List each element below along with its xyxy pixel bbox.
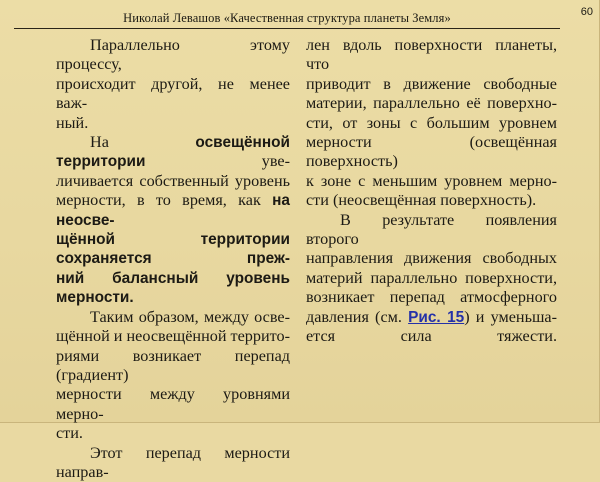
text-line: происходит другой, не менее важ- <box>56 74 290 113</box>
text-line: щённой и неосвещённой террито- <box>56 327 290 346</box>
emphasis-unlit-territory: на неосве- <box>56 192 290 229</box>
text-line <box>56 133 290 172</box>
text-line: возникает перепад атмосферного <box>306 288 557 307</box>
text-line: мерности между уровнями мерно- <box>56 385 290 423</box>
header-title: Николай Левашов «Качественная структура планеты Земля» <box>123 11 451 25</box>
text-fragment: мерности, в то время, как <box>56 191 273 210</box>
text-fragment: ) и уменьша- <box>464 307 557 326</box>
text-line: личивается собственный уровень <box>56 171 290 190</box>
paragraph-2 <box>56 133 290 308</box>
text-line: материй параллельно поверхности, <box>306 268 557 287</box>
text-line: ный. <box>56 113 89 132</box>
text-line: приводит в движение свободные <box>306 74 557 93</box>
page-number: 60 <box>580 6 593 18</box>
text-line: Параллельно этому процессу, <box>56 36 290 74</box>
text-line: материи, параллельно её поверхно- <box>306 94 557 113</box>
text-line: мерности (освещённая поверхность) <box>306 133 557 171</box>
text-line: риями возникает перепад (градиент) <box>56 346 290 384</box>
text-line: сти. <box>56 424 83 443</box>
text-line: Таким образом, между осве- <box>90 307 290 326</box>
text-fragment: давления (см. <box>306 307 409 326</box>
right-column <box>306 36 557 347</box>
figure-15-link[interactable]: Рис. 15 <box>408 308 465 326</box>
text-line: сти, от зоны с большим уровнем <box>306 113 557 132</box>
paragraph-3 <box>56 308 290 444</box>
text-fragment: уве- <box>145 152 290 171</box>
paragraph-1 <box>56 36 290 133</box>
emphasis-line: щённой территории сохраняется преж- <box>56 231 290 268</box>
text-line: направления движения свободных <box>306 249 557 268</box>
emphasis-lit-territory: освещённой территории <box>56 134 290 171</box>
text-line: сти (неосвещённая поверхность). <box>306 191 537 210</box>
emphasis-line: ний балансный уровень мерности. <box>56 269 290 307</box>
paragraph-4 <box>56 444 290 482</box>
paragraph-5 <box>306 211 557 347</box>
text-line: ется сила тяжести. <box>306 327 557 346</box>
paragraph-4-continued <box>306 36 557 211</box>
text-line: лен вдоль поверхности планеты, что <box>306 36 557 74</box>
text-line <box>56 191 290 230</box>
text-line <box>306 308 557 327</box>
left-column <box>56 36 290 482</box>
text-fragment: На <box>90 133 196 152</box>
text-line: к зоне с меньшим уровнем мерно- <box>306 171 557 190</box>
text-line: Этот перепад мерности направ- <box>56 443 290 481</box>
text-line: В результате появления второго <box>306 210 557 249</box>
running-header <box>14 6 560 29</box>
